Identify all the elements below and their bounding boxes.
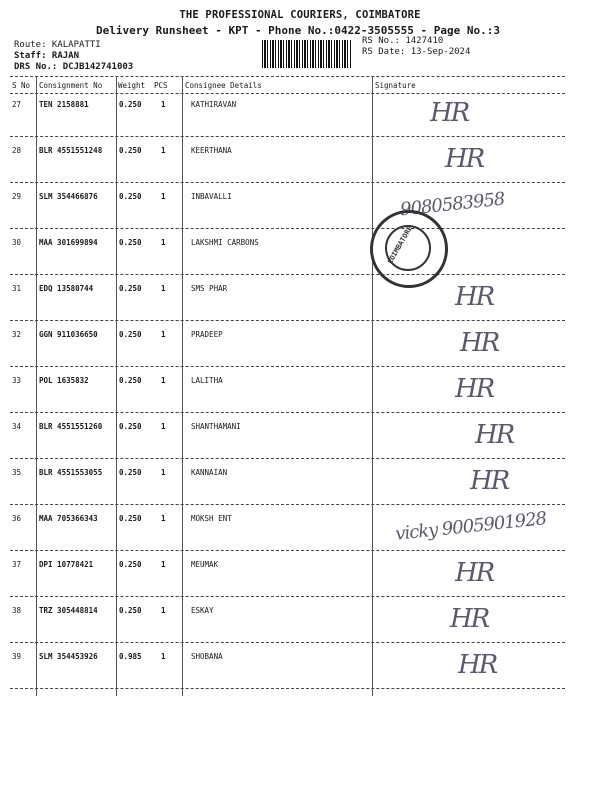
handwritten-signature: HR [445, 144, 484, 174]
column-divider [372, 76, 373, 696]
document-title: THE PROFESSIONAL COURIERS, COIMBATORE [179, 9, 421, 21]
handwritten-signature: HR [470, 466, 509, 496]
consignment-cell: TRZ 305448814 [39, 606, 98, 615]
pcs-cell: 1 [161, 422, 166, 431]
consignee-cell: INBAVALLI [191, 192, 232, 201]
route-label: Route: KALAPATTI [14, 40, 101, 50]
weight-cell: 0.250 [119, 468, 142, 477]
row-separator [10, 688, 565, 689]
weight-cell: 0.250 [119, 238, 142, 247]
column-header-signature: Signature [375, 81, 416, 90]
column-divider [116, 76, 117, 696]
column-header-weight: Weight [118, 81, 146, 90]
consignee-cell: MEUMAK [191, 560, 219, 569]
weight-cell: 0.250 [119, 606, 142, 615]
consignment-cell: BLR 4551551248 [39, 146, 103, 155]
consignee-cell: SHANTHAMANI [191, 422, 241, 431]
consignment-cell: BLR 4551553055 [39, 468, 103, 477]
barcode-image [262, 40, 351, 68]
sno-cell: 33 [12, 376, 22, 385]
consignment-cell: DPI 10778421 [39, 560, 94, 569]
staff-label: Staff: RAJAN [14, 51, 80, 61]
handwritten-signature: HR [450, 604, 489, 634]
pcs-cell: 1 [161, 560, 166, 569]
weight-cell: 0.250 [119, 376, 142, 385]
consignment-cell: EDQ 13580744 [39, 284, 94, 293]
row-separator [10, 136, 565, 137]
consignment-cell: BLR 4551551260 [39, 422, 103, 431]
consignee-cell: ESKAY [191, 606, 214, 615]
sno-cell: 35 [12, 468, 22, 477]
document-subtitle: Delivery Runsheet - KPT - Phone No.:0422-3505555 - Page No.:3 [96, 24, 500, 37]
handwritten-signature: HR [430, 98, 469, 128]
consignment-cell: POL 1635832 [39, 376, 89, 385]
row-separator [10, 550, 565, 551]
weight-cell: 0.250 [119, 100, 142, 109]
handwritten-signature: HR [458, 650, 497, 680]
consignee-cell: LALITHA [191, 376, 223, 385]
rs-number: RS No.: 1427410 [362, 36, 444, 46]
consignment-cell: SLM 354453926 [39, 652, 98, 661]
company-stamp [370, 210, 448, 288]
consignee-cell: KEERTHANA [191, 146, 232, 155]
row-separator [10, 412, 565, 413]
table-header-line [10, 93, 565, 94]
sno-cell: 30 [12, 238, 22, 247]
handwritten-signature: HR [455, 558, 494, 588]
row-separator [10, 642, 565, 643]
pcs-cell: 1 [161, 376, 166, 385]
pcs-cell: 1 [161, 330, 166, 339]
column-header-pcs: PCS [154, 81, 168, 90]
handwritten-signature: 9080583958 [399, 188, 506, 221]
row-separator [10, 504, 565, 505]
consignment-cell: MAA 705366343 [39, 514, 98, 523]
pcs-cell: 1 [161, 284, 166, 293]
weight-cell: 0.250 [119, 192, 142, 201]
consignee-cell: KATHIRAVAN [191, 100, 237, 109]
row-separator [10, 596, 565, 597]
sno-cell: 37 [12, 560, 22, 569]
pcs-cell: 1 [161, 100, 166, 109]
consignee-cell: LAKSHMI CARBONS [191, 238, 259, 247]
weight-cell: 0.250 [119, 330, 142, 339]
sno-cell: 38 [12, 606, 22, 615]
sno-cell: 39 [12, 652, 22, 661]
handwritten-signature: HR [460, 328, 499, 358]
handwritten-signature: HR [455, 282, 494, 312]
row-separator [10, 320, 565, 321]
handwritten-signature: HR [475, 420, 514, 450]
row-separator [10, 366, 565, 367]
sno-cell: 31 [12, 284, 22, 293]
sno-cell: 34 [12, 422, 22, 431]
column-header-sno: S No [12, 81, 31, 90]
sno-cell: 36 [12, 514, 22, 523]
row-separator [10, 458, 565, 459]
sno-cell: 32 [12, 330, 22, 339]
rs-date: RS Date: 13-Sep-2024 [362, 47, 471, 57]
stamp-text: COIMBATORE [386, 224, 415, 266]
pcs-cell: 1 [161, 652, 166, 661]
pcs-cell: 1 [161, 606, 166, 615]
sno-cell: 28 [12, 146, 22, 155]
consignment-cell: TEN 2158881 [39, 100, 89, 109]
column-header-consignment: Consignment No [39, 81, 103, 90]
consignee-cell: SMS PHAR [191, 284, 228, 293]
row-separator [10, 274, 565, 275]
weight-cell: 0.250 [119, 514, 142, 523]
pcs-cell: 1 [161, 192, 166, 201]
pcs-cell: 1 [161, 146, 166, 155]
sno-cell: 29 [12, 192, 22, 201]
consignment-cell: SLM 354466876 [39, 192, 98, 201]
weight-cell: 0.250 [119, 422, 142, 431]
weight-cell: 0.250 [119, 284, 142, 293]
table-top-line [10, 76, 565, 77]
pcs-cell: 1 [161, 468, 166, 477]
column-divider [36, 76, 37, 696]
sno-cell: 27 [12, 100, 22, 109]
consignee-cell: PRADEEP [191, 330, 223, 339]
consignment-cell: MAA 301699894 [39, 238, 98, 247]
row-separator [10, 182, 565, 183]
weight-cell: 0.250 [119, 560, 142, 569]
consignee-cell: SHOBANA [191, 652, 223, 661]
pcs-cell: 1 [161, 238, 166, 247]
row-separator [10, 228, 565, 229]
column-header-consignee: Consignee Details [185, 81, 262, 90]
handwritten-signature: vicky 9005901928 [394, 508, 548, 545]
column-divider [182, 76, 183, 696]
consignee-cell: KANNAIAN [191, 468, 228, 477]
drs-number: DRS No.: DCJB142741003 [14, 62, 134, 72]
handwritten-signature: HR [455, 374, 494, 404]
consignment-cell: GGN 911036650 [39, 330, 98, 339]
pcs-cell: 1 [161, 514, 166, 523]
weight-cell: 0.250 [119, 146, 142, 155]
weight-cell: 0.985 [119, 652, 142, 661]
consignee-cell: MOKSH ENT [191, 514, 232, 523]
